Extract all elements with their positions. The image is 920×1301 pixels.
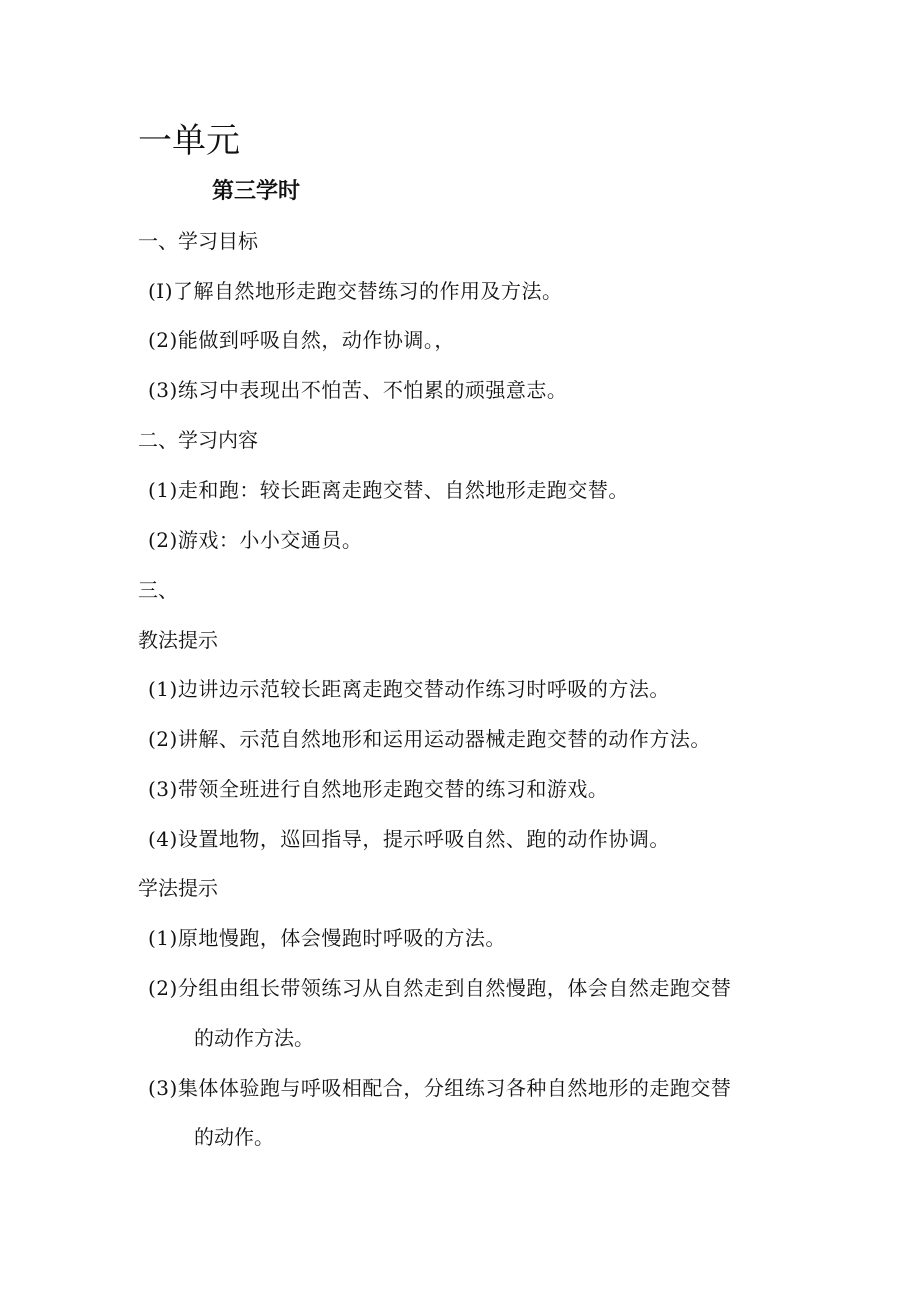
- teaching-item-3: (3)带领全班进行自然地形走跑交替的练习和游戏。: [148, 777, 609, 801]
- lesson-title: 第三学时: [212, 179, 301, 204]
- unit-title: 一单元: [138, 121, 240, 161]
- teaching-item-2: (2)讲解、示范自然地形和运用运动器械走跑交替的动作方法。: [148, 727, 711, 751]
- learning-item-1: (1)原地慢跑，体会慢跑时呼吸的方法。: [148, 926, 506, 950]
- content-item-2: (2)游戏：小小交通员。: [148, 528, 363, 552]
- goal-item-3: (3)练习中表现出不怕苦、不怕累的顽强意志。: [148, 378, 568, 402]
- goal-item-2: (2)能做到呼吸自然，动作协调。，: [148, 328, 455, 352]
- section3-heading: 三、: [138, 578, 178, 602]
- learning-item-3-continued: 的动作。: [194, 1125, 274, 1149]
- teaching-item-1: (1)边讲边示范较长距离走跑交替动作练习时呼吸的方法。: [148, 677, 670, 701]
- teaching-item-4: (4)设置地物，巡回指导，提示呼吸自然、跑的动作协调。: [148, 827, 670, 851]
- content-item-1: (1)走和跑：较长距离走跑交替、自然地形走跑交替。: [148, 478, 629, 502]
- learning-item-2-continued: 的动作方法。: [194, 1026, 314, 1050]
- learning-heading: 学法提示: [138, 876, 218, 900]
- goals-heading: 一、学习目标: [138, 229, 258, 253]
- goal-item-1: (I)了解自然地形走跑交替练习的作用及方法。: [148, 279, 563, 303]
- learning-item-3: (3)集体体验跑与呼吸相配合，分组练习各种自然地形的走跑交替: [148, 1076, 732, 1100]
- learning-item-2: (2)分组由组长带领练习从自然走到自然慢跑，体会自然走跑交替: [148, 976, 732, 1000]
- content-heading: 二、学习内容: [138, 428, 258, 452]
- teaching-heading: 教法提示: [138, 628, 218, 652]
